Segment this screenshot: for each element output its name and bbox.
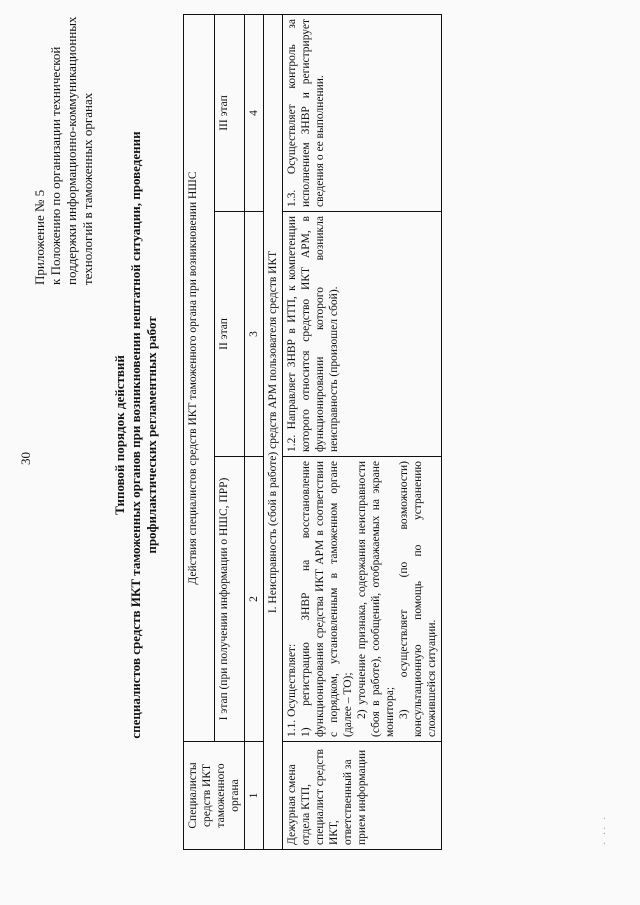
appendix-line: к Положению по организации технической <box>48 46 63 285</box>
appendix-block <box>32 16 96 285</box>
document-title <box>112 75 160 795</box>
title-line: специалистов средств ИКТ таможенных органов при возникновении нештатной ситуации, проведении <box>128 131 143 739</box>
column-number: 3 <box>245 212 264 457</box>
cell-stage-2: 1.2. Направляет ЗНВР в ИТП, к компетенции которого относится средство ИКТ АРМ, в функционировании которого возникла неисправность (произошел сбой). <box>283 212 442 457</box>
section-title: I. Неисправность (сбой в работе) средств АРМ пользователя средств ИКТ <box>264 14 283 849</box>
column-number: 2 <box>245 457 264 742</box>
title-line: Типовой порядок действий <box>112 355 127 515</box>
title-line: профилактических регламентных работ <box>144 316 159 554</box>
appendix-line: поддержки информационно-коммуникационных <box>64 16 79 285</box>
procedure-table <box>183 14 442 850</box>
header-specialists: Специалисты средств ИКТ таможенного органа <box>184 742 245 850</box>
stage1-item: 3) осуществляет (по возможности) консультационную помощь по устранению сложившейся ситуации. <box>398 461 438 737</box>
stage1-intro: 1.1. Осуществляет: <box>286 643 298 737</box>
column-number: 4 <box>245 14 264 211</box>
scan-marks: · ·· · <box>600 814 611 845</box>
appendix-line: технологий в таможенных органах <box>80 92 95 285</box>
header-stage-3: III этап <box>214 14 245 211</box>
stage1-item: 1) регистрацию ЗНВР на восстановление функционирования средства ИКТ АРМ в соответствии с порядком, установленным в таможенном органе (далее – ТО); <box>300 461 354 737</box>
cell-specialist: Дежурная смена отдела КТП, специалист средств ИКТ, ответственный за прием информации <box>283 742 442 850</box>
appendix-title: Приложение № 5 <box>32 189 47 285</box>
header-stage-1: I этап (при получении информации о НШС, ПРР) <box>214 457 245 742</box>
header-stage-2: II этап <box>214 212 245 457</box>
cell-stage-3: 1.3. Осуществляет контроль за исполнением ЗНВР и регистрирует сведения о ее выполнении. <box>283 14 442 211</box>
column-number: 1 <box>245 742 264 850</box>
stage1-item: 2) уточнение признака, содержания неисправности (сбоя в работе), сообщений, отображаемых на экране монитора; <box>356 461 396 737</box>
header-actions: Действия специалистов средств ИКТ таможенного органа при возникновении НШС <box>184 14 215 741</box>
cell-stage-1 <box>283 457 442 742</box>
page-number: 30 <box>18 452 33 465</box>
